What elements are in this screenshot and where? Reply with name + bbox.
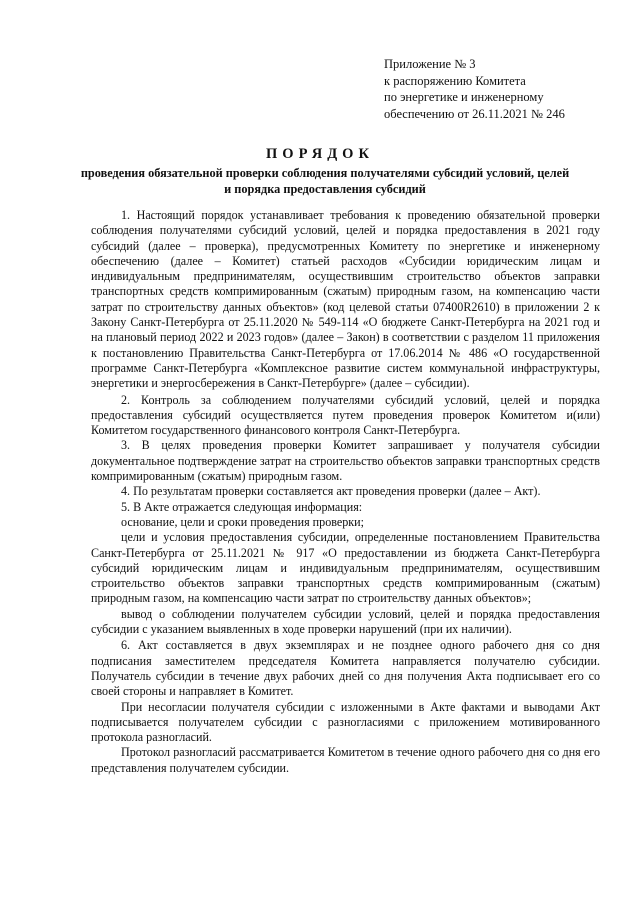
paragraph-5-item-2: цели и условия предоставления субсидии, определенные постановлением Правительства Санкт-Петербурга от 25.11.2021 № 917 «О предоставлении из бюджета Санкт-Петербурга субсидий юридическим лицам и индивидуальным предпринимателям, осуществившим строительство объектов заправки транспортных средств компримированным (сжатым) природным газом, на компенсацию части затрат по строительству данных объектов»; (91, 530, 600, 606)
paragraph-6-disagreement: При несогласии получателя субсидии с изложенными в Акте фактами и выводами Акт подписывается получателем субсидии с разногласиями с приложением мотивированного протокола разногласий. (91, 699, 600, 745)
document-title: ПОРЯДОК (266, 146, 374, 162)
paragraph-6-protocol: Протокол разногласий рассматривается Комитетом в течение одного рабочего дня со дня его представления получателем субсидии. (91, 745, 600, 775)
appendix-line-3: по энергетике и инженерному (384, 90, 544, 104)
paragraph-1: 1. Настоящий порядок устанавливает требования к проведению обязательной проверки соблюдения получателями субсидий условий, целей и порядка предоставления в 2021 году субсидий (далее – проверка), предусмотренных Комитету по энергетике и инженерному обеспечению (далее – Комитет) статьей расходов «Субсидии юридическим лицам и индивидуальным предпринимателям, осуществившим строительство объектов заправки транспортных средств компримированным (сжатым) природным газом, на компенсацию части затрат по строительству данных объектов» (код целевой статьи 07400R2610) в приложении 2 к Закону Санкт-Петербурга от 25.11.2020 № 549-114 «О бюджете Санкт-Петербурга на 2021 год и на плановый период 2022 и 2023 годов» (далее – Закон) в соответствии с разделом 11 приложения к постановлению Правительства Санкт-Петербурга от 17.06.2014 № 486 «О государственной программе Санкт-Петербурга «Комплексное развитие систем коммунальной инфраструктуры, энергетики и энергосбережения в Санкт-Петербурге» (далее – субсидии). (91, 208, 600, 391)
paragraph-2: 2. Контроль за соблюдением получателями субсидий условий, целей и порядка предоставления субсидий осуществляется путем проведения проверок Комитетом и(или) Комитетом государственного финансового контроля Санкт-Петербурга. (91, 392, 600, 438)
paragraph-5: 5. В Акте отражается следующая информация: (121, 499, 363, 514)
paragraph-5-item-1: основание, цели и сроки проведения проверки; (121, 514, 365, 529)
appendix-header (384, 56, 614, 122)
paragraph-4: 4. По результатам проверки составляется акт проведения проверки (далее – Акт). (121, 484, 541, 499)
appendix-line-1: Приложение № 3 (384, 57, 476, 71)
paragraph-5-item-3: вывод о соблюдении получателем субсидии условий, целей и порядка предоставления субсидии с указанием выявленных в ходе проверки нарушений (при их наличии). (91, 606, 600, 637)
appendix-line-2: к распоряжению Комитета (384, 73, 526, 88)
document-body (91, 208, 600, 776)
appendix-line-4: обеспечению от 26.11.2021 № 246 (384, 106, 565, 121)
paragraph-6: 6. Акт составляется в двух экземплярах и не позднее одного рабочего дня со дня подписания заместителем председателя Комитета направляется получателю субсидии. Получатель субсидии в течение двух рабочих дней со дня получения Акта подписывает его со своей стороны и направляет в Комитет. (91, 638, 600, 699)
paragraph-3: 3. В целях проведения проверки Комитет запрашивает у получателя субсидии документальное подтверждение затрат на строительство объектов заправки транспортных средств компримированным (сжатым) природным газом. (91, 438, 600, 484)
document-subtitle: проведения обязательной проверки соблюдения получателями субсидий условий, целей и порядка предоставления субсидий (80, 166, 570, 196)
